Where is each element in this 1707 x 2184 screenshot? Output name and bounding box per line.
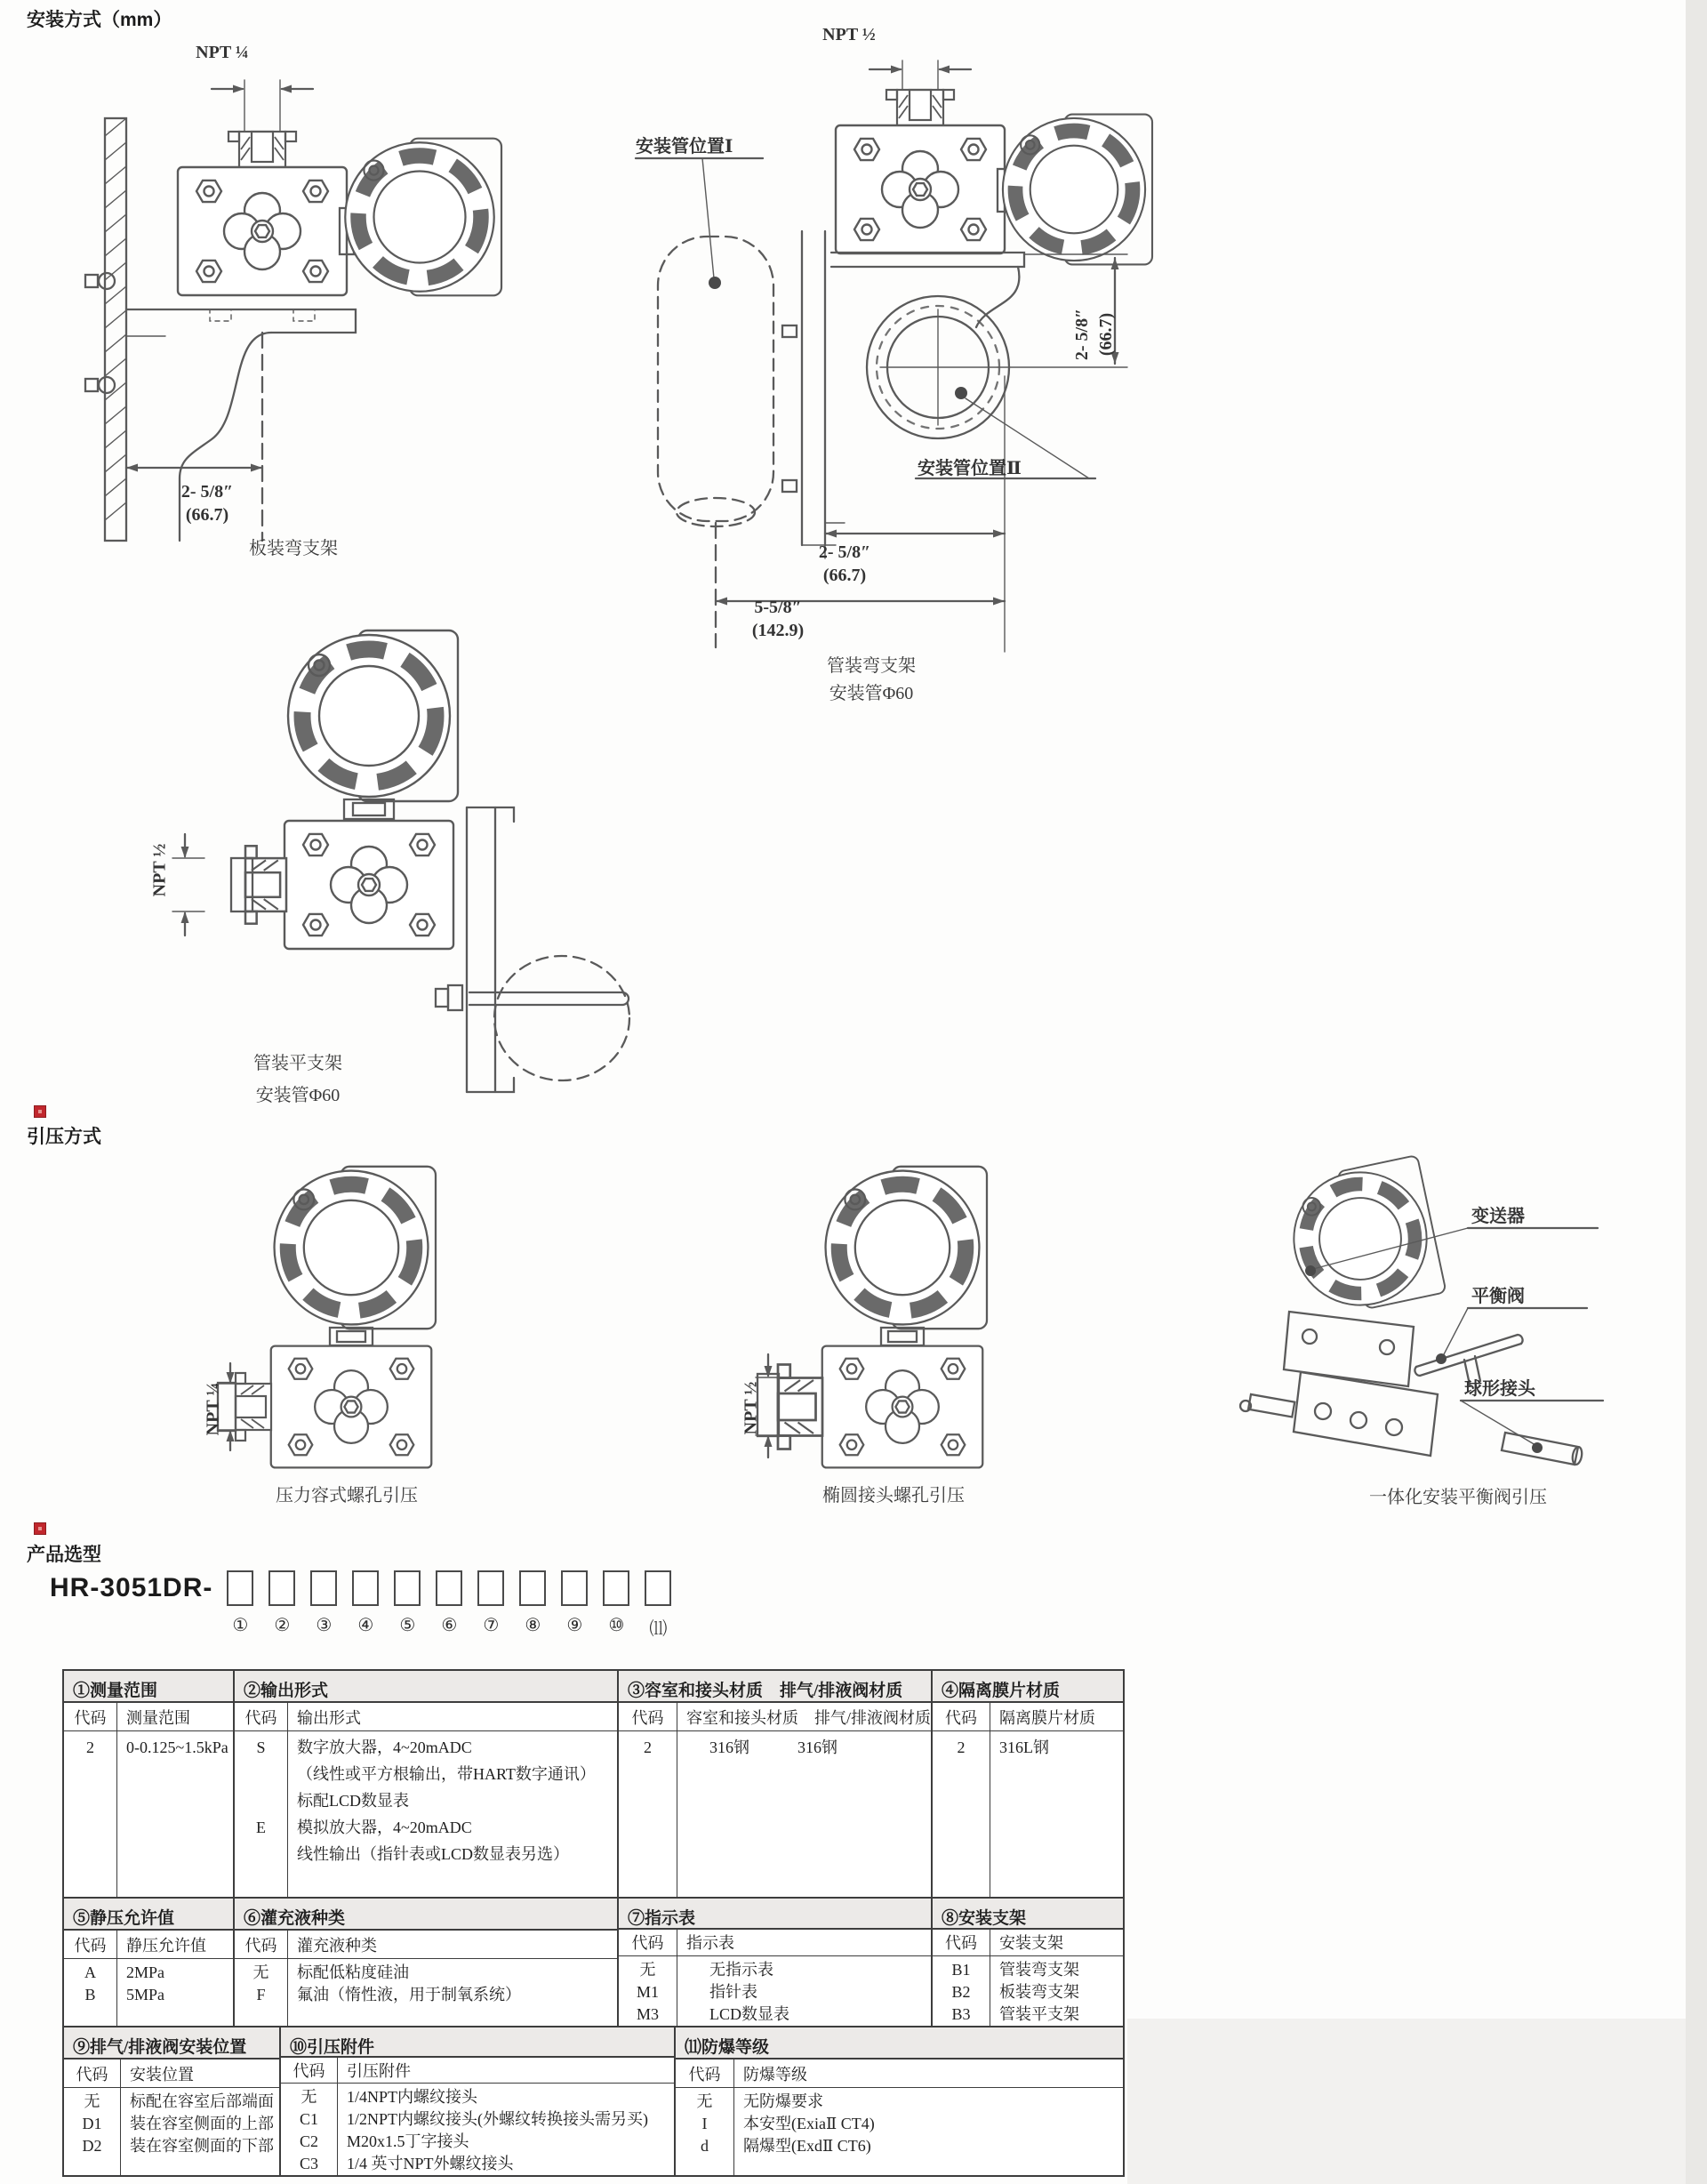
- model-position-number: ④: [357, 1616, 374, 1635]
- code-column: [933, 1956, 990, 2026]
- table-value-cell: 316钢 316钢: [709, 1738, 837, 1756]
- npt-size-text: NPT ½: [741, 1381, 761, 1434]
- selection-table-band-3: [62, 2026, 1125, 2177]
- ball-joint-label: 球形接头: [1464, 1379, 1535, 1399]
- table-code-cell: S: [256, 1738, 266, 1756]
- table-value-cell: 装在容室侧面的上部: [130, 2115, 274, 2132]
- column-header-value: 输出形式: [297, 1708, 361, 1727]
- model-position-number: ⑩: [608, 1616, 625, 1635]
- table-section-header: ⑥灌充液种类: [235, 1899, 617, 1931]
- npt-size-text: NPT ½: [149, 843, 170, 896]
- table-value-cell: 2MPa: [126, 1963, 165, 1981]
- table-code-cell: D2: [82, 2137, 102, 2155]
- table-code-cell: C3: [299, 2155, 318, 2172]
- table-code-cell: [235, 1787, 287, 1814]
- table-section-header: ⑤静压允许值: [64, 1899, 233, 1931]
- column-header-value: 静压允许值: [126, 1936, 206, 1955]
- table-code-cell: B2: [951, 1983, 971, 2001]
- code-column: [64, 1731, 117, 1897]
- table-value-cell: LCD数显表: [709, 2005, 789, 2023]
- caption-line: 管装平支架: [253, 1054, 342, 1073]
- table-value-cell: M20x1.5丁字接头: [347, 2132, 469, 2150]
- table-value-cell: 316L钢: [999, 1738, 1049, 1756]
- figure-caption: [196, 1048, 400, 1112]
- figure-pipe-flat-bracket: [142, 578, 640, 1134]
- table-value-cell: 标配在容室后部端面: [130, 2092, 274, 2110]
- column-header-value: 引压附件: [347, 2061, 411, 2080]
- model-code-box: [436, 1570, 462, 1606]
- model-code-box: [645, 1570, 671, 1606]
- table-section-header: ⑨排气/排液阀安装位置: [64, 2027, 279, 2060]
- section-title-pressure-guiding: 引压方式: [27, 1127, 101, 1147]
- column-header-value: 测量范围: [126, 1708, 190, 1727]
- value-column: [677, 1731, 931, 1897]
- figure-pressure-chamber-screw: [200, 1152, 493, 1525]
- npt-size-label: NPT ½: [822, 25, 876, 44]
- table-value-cell: 标配低粘度硅油: [297, 1963, 409, 1981]
- model-position: [645, 1570, 671, 1640]
- value-column: [288, 1959, 617, 2026]
- model-position: [603, 1570, 629, 1640]
- npt-size-label: [200, 1358, 227, 1460]
- table-section-header: ②输出形式: [235, 1671, 617, 1703]
- column-header-code: 代码: [64, 2060, 121, 2087]
- model-code-row: [50, 1570, 671, 1640]
- table-code-cell: I: [701, 2115, 708, 2132]
- column-header-code: 代码: [235, 1931, 288, 1958]
- model-code-box: [394, 1570, 421, 1606]
- table-code-cell: D1: [82, 2115, 102, 2132]
- table-section-pressure-accessories: [281, 2027, 676, 2175]
- table-section-explosion-proof: [676, 2027, 1123, 2175]
- model-position: [268, 1570, 295, 1640]
- model-position-number: ⑧: [525, 1616, 541, 1635]
- scan-tint: [1127, 2019, 1686, 2184]
- table-code-cell: 无: [301, 2088, 317, 2106]
- figure-caption: 压力容式螺孔引压: [276, 1486, 418, 1506]
- dimension-label: [676, 596, 880, 642]
- table-value-cell: 1/4NPT内螺纹接头: [347, 2088, 478, 2106]
- code-column: [933, 1731, 990, 1897]
- figure-pipe-bend-bracket: [569, 25, 1174, 732]
- table-code-cell: 2: [957, 1738, 966, 1756]
- scan-edge-strip: [1686, 0, 1707, 2184]
- npt-size-label: NPT ¼: [196, 43, 249, 62]
- selection-table-band-1: [62, 1669, 1125, 1897]
- npt-size-label: [738, 1354, 765, 1461]
- table-code-cell: E: [256, 1819, 266, 1836]
- column-header-code: 代码: [281, 2058, 338, 2083]
- table-value-cell: 氟油（惰性液，用于制氧系统）: [297, 1986, 521, 2003]
- column-header-code: 代码: [64, 1703, 117, 1730]
- column-header-value: 防爆等级: [743, 2065, 807, 2084]
- code-column: [235, 1959, 288, 2026]
- table-code-cell: C1: [299, 2110, 318, 2128]
- model-position: [227, 1570, 253, 1640]
- column-header-code: 代码: [933, 1930, 990, 1955]
- model-position-number: ⑾: [649, 1619, 668, 1639]
- model-code-box: [352, 1570, 379, 1606]
- column-header-code: 代码: [933, 1703, 990, 1730]
- dimension-inches: 5-5/8″: [754, 598, 802, 617]
- table-value-cell: 本安型(ExiaⅡ CT4): [743, 2115, 875, 2132]
- column-header-code: 代码: [619, 1703, 677, 1730]
- section-title-mounting: 安装方式（mm）: [27, 10, 172, 30]
- integrated-manifold-drawing: [1205, 1143, 1707, 1534]
- table-value-cell: 管装平支架: [999, 2005, 1079, 2023]
- table-code-cell: d: [701, 2137, 709, 2155]
- table-section-header: ⑧安装支架: [933, 1899, 1123, 1930]
- dimension-mm: (66.7): [1095, 312, 1116, 357]
- vertical-dimension-label: [1063, 245, 1126, 423]
- balance-valve-label: 平衡阀: [1471, 1287, 1525, 1306]
- table-value-cell: 5MPa: [126, 1986, 165, 2003]
- column-header-code: 代码: [619, 1930, 677, 1955]
- code-column: [676, 2088, 734, 2175]
- dimension-inches: 2- 5/8″: [180, 482, 234, 502]
- model-code-box: [603, 1570, 629, 1606]
- table-section-mounting-bracket: [933, 1899, 1123, 2026]
- value-column: [121, 2088, 279, 2175]
- table-section-measuring-range: [64, 1671, 235, 1897]
- value-column: [117, 1959, 233, 2026]
- table-section-header: ⑾防爆等级: [676, 2027, 1123, 2060]
- dimension-label: [769, 541, 920, 587]
- pressure-chamber-screw-drawing: [200, 1152, 493, 1525]
- code-column: [281, 2084, 338, 2175]
- table-code-cell: [235, 1761, 287, 1787]
- caption-line: 管装弯支架: [827, 656, 916, 676]
- figure-caption: 椭圆接头螺孔引压: [822, 1486, 965, 1506]
- table-section-diaphragm-material: [933, 1671, 1123, 1897]
- model-code-box: [268, 1570, 295, 1606]
- table-value-cell: 装在容室侧面的下部: [130, 2137, 274, 2155]
- model-position: [394, 1570, 421, 1640]
- value-column: [288, 1731, 617, 1897]
- value-column: [734, 2088, 1123, 2175]
- model-position-number: ⑨: [566, 1616, 583, 1635]
- code-column: [64, 1959, 117, 2026]
- column-header-value: 灌充液种类: [297, 1936, 377, 1955]
- model-position-number: ⑥: [441, 1616, 458, 1635]
- dimension-label: [132, 480, 283, 526]
- table-section-output-form: [235, 1671, 619, 1897]
- table-value-cell: 无防爆要求: [743, 2092, 823, 2110]
- table-section-static-pressure: [64, 1899, 235, 2026]
- npt-size-text: NPT ¼: [203, 1382, 223, 1436]
- dimension-mm: (66.7): [822, 566, 867, 585]
- section-marker-icon: [34, 1522, 46, 1535]
- model-position-number: ③: [316, 1616, 333, 1635]
- caption-line: 安装管Φ60: [255, 1086, 341, 1105]
- column-header-value: 隔离膜片材质: [999, 1708, 1095, 1727]
- table-section-header: ⑩引压附件: [281, 2027, 674, 2058]
- figure-caption: 一体化安装平衡阀引压: [1369, 1488, 1547, 1507]
- table-section-valve-position: [64, 2027, 281, 2175]
- model-prefix: HR-3051DR-: [50, 1573, 213, 1602]
- table-code-cell: 2: [644, 1738, 652, 1756]
- model-position: [519, 1570, 546, 1640]
- value-column: [990, 1956, 1123, 2026]
- model-position-number: ②: [274, 1616, 291, 1635]
- code-column: [619, 1956, 677, 2026]
- selection-table-band-2: [62, 1897, 1125, 2026]
- code-column: [64, 2088, 121, 2175]
- model-position-boxes: [227, 1570, 671, 1640]
- code-column: [235, 1731, 288, 1897]
- table-code-cell: 无: [84, 2092, 100, 2110]
- model-position-number: ⑤: [399, 1616, 416, 1635]
- table-section-header: ①测量范围: [64, 1671, 233, 1703]
- column-header-code: 代码: [676, 2060, 734, 2087]
- model-position-number: ⑦: [483, 1616, 500, 1635]
- table-value-cell: 1/2NPT内螺纹接头(外螺纹转换接头需另买): [347, 2110, 648, 2128]
- model-code-box: [561, 1570, 588, 1606]
- model-code-box: [310, 1570, 337, 1606]
- model-position: [310, 1570, 337, 1640]
- model-position: [561, 1570, 588, 1640]
- table-value-cell: （线性或平方根输出，带HART数字通讯）: [297, 1765, 596, 1783]
- table-value-cell: 指针表: [709, 1983, 757, 2001]
- section-title-product-selection: 产品选型: [27, 1545, 101, 1565]
- figure-caption: [760, 653, 982, 708]
- pipe-flat-bracket-drawing: [142, 578, 640, 1129]
- column-header-value: 容室和接头材质 排气/排液阀材质: [686, 1708, 931, 1727]
- table-code-cell: M3: [636, 2005, 659, 2023]
- model-position: [477, 1570, 504, 1640]
- model-code-box: [477, 1570, 504, 1606]
- model-position-number: ①: [232, 1616, 249, 1635]
- model-position: [436, 1570, 462, 1640]
- table-value-cell: 无指示表: [709, 1961, 773, 1979]
- model-position: [352, 1570, 379, 1640]
- table-value-cell: 线性输出（指针表或LCD数显表另选）: [297, 1845, 569, 1863]
- table-code-cell: 无: [696, 2092, 713, 2110]
- npt-size-label: [142, 816, 178, 923]
- table-value-cell: 模拟放大器，4~20mADC: [297, 1819, 472, 1836]
- table-section-fill-fluid: [235, 1899, 619, 2026]
- table-value-cell: 管装弯支架: [999, 1961, 1079, 1979]
- mount-pipe-position-2-label: 安装管位置Ⅱ: [918, 459, 1022, 478]
- column-header-code: 代码: [64, 1931, 117, 1958]
- table-section-indicator: [619, 1899, 933, 2026]
- table-code-cell: B: [84, 1986, 96, 2003]
- table-code-cell: B3: [951, 2005, 971, 2023]
- table-code-cell: 无: [252, 1963, 269, 1981]
- figure-oval-joint-screw: [738, 1152, 1049, 1525]
- oval-joint-screw-drawing: [738, 1152, 1049, 1525]
- code-column: [619, 1731, 677, 1897]
- figure-panel-bracket: [80, 43, 507, 598]
- table-value-cell: 板装弯支架: [999, 1983, 1079, 2001]
- table-value-cell: 1/4 英寸NPT外螺纹接头: [347, 2155, 514, 2172]
- table-value-cell: 隔爆型(ExdⅡ CT6): [743, 2137, 871, 2155]
- value-column: [338, 2084, 674, 2175]
- model-code-box: [227, 1570, 253, 1606]
- value-column: [990, 1731, 1123, 1897]
- figure-caption: 板装弯支架: [249, 539, 338, 558]
- table-code-cell: 无: [639, 1961, 656, 1979]
- table-code-cell: 2: [86, 1738, 94, 1756]
- table-value-cell: 0-0.125~1.5kPa: [126, 1738, 228, 1756]
- dimension-inches: 2- 5/8″: [1071, 308, 1092, 361]
- table-code-cell: F: [256, 1986, 266, 2003]
- transmitter-label: 变送器: [1471, 1207, 1525, 1226]
- table-value-cell: 数字放大器，4~20mADC: [297, 1738, 472, 1756]
- selection-tables: [62, 1669, 1125, 2177]
- dimension-inches: 2- 5/8″: [818, 542, 871, 562]
- caption-line: 安装管Φ60: [829, 684, 914, 703]
- dimension-mm: (142.9): [751, 621, 805, 640]
- value-column: [677, 1956, 931, 2026]
- mount-pipe-position-1-label: 安装管位置Ⅰ: [636, 137, 733, 157]
- column-header-value: 安装支架: [999, 1934, 1063, 1953]
- column-header-code: 代码: [235, 1703, 288, 1730]
- table-section-chamber-material: [619, 1671, 933, 1897]
- table-section-header: ③容室和接头材质 排气/排液阀材质: [619, 1671, 931, 1703]
- column-header-value: 指示表: [686, 1934, 734, 1953]
- figure-integrated-manifold: [1205, 1143, 1707, 1534]
- table-code-cell: C2: [299, 2132, 318, 2150]
- section-marker-icon: [34, 1105, 46, 1118]
- column-header-value: 安装位置: [130, 2065, 194, 2084]
- table-section-header: ⑦指示表: [619, 1899, 931, 1930]
- table-code-cell: A: [84, 1963, 96, 1981]
- value-column: [117, 1731, 233, 1897]
- table-code-cell: [235, 1841, 287, 1867]
- table-code-cell: B1: [951, 1961, 971, 1979]
- table-code-cell: M1: [636, 1983, 659, 2001]
- dimension-mm: (66.7): [185, 505, 229, 525]
- model-code-box: [519, 1570, 546, 1606]
- table-value-cell: 标配LCD数显表: [297, 1792, 409, 1810]
- table-section-header: ④隔离膜片材质: [933, 1671, 1123, 1703]
